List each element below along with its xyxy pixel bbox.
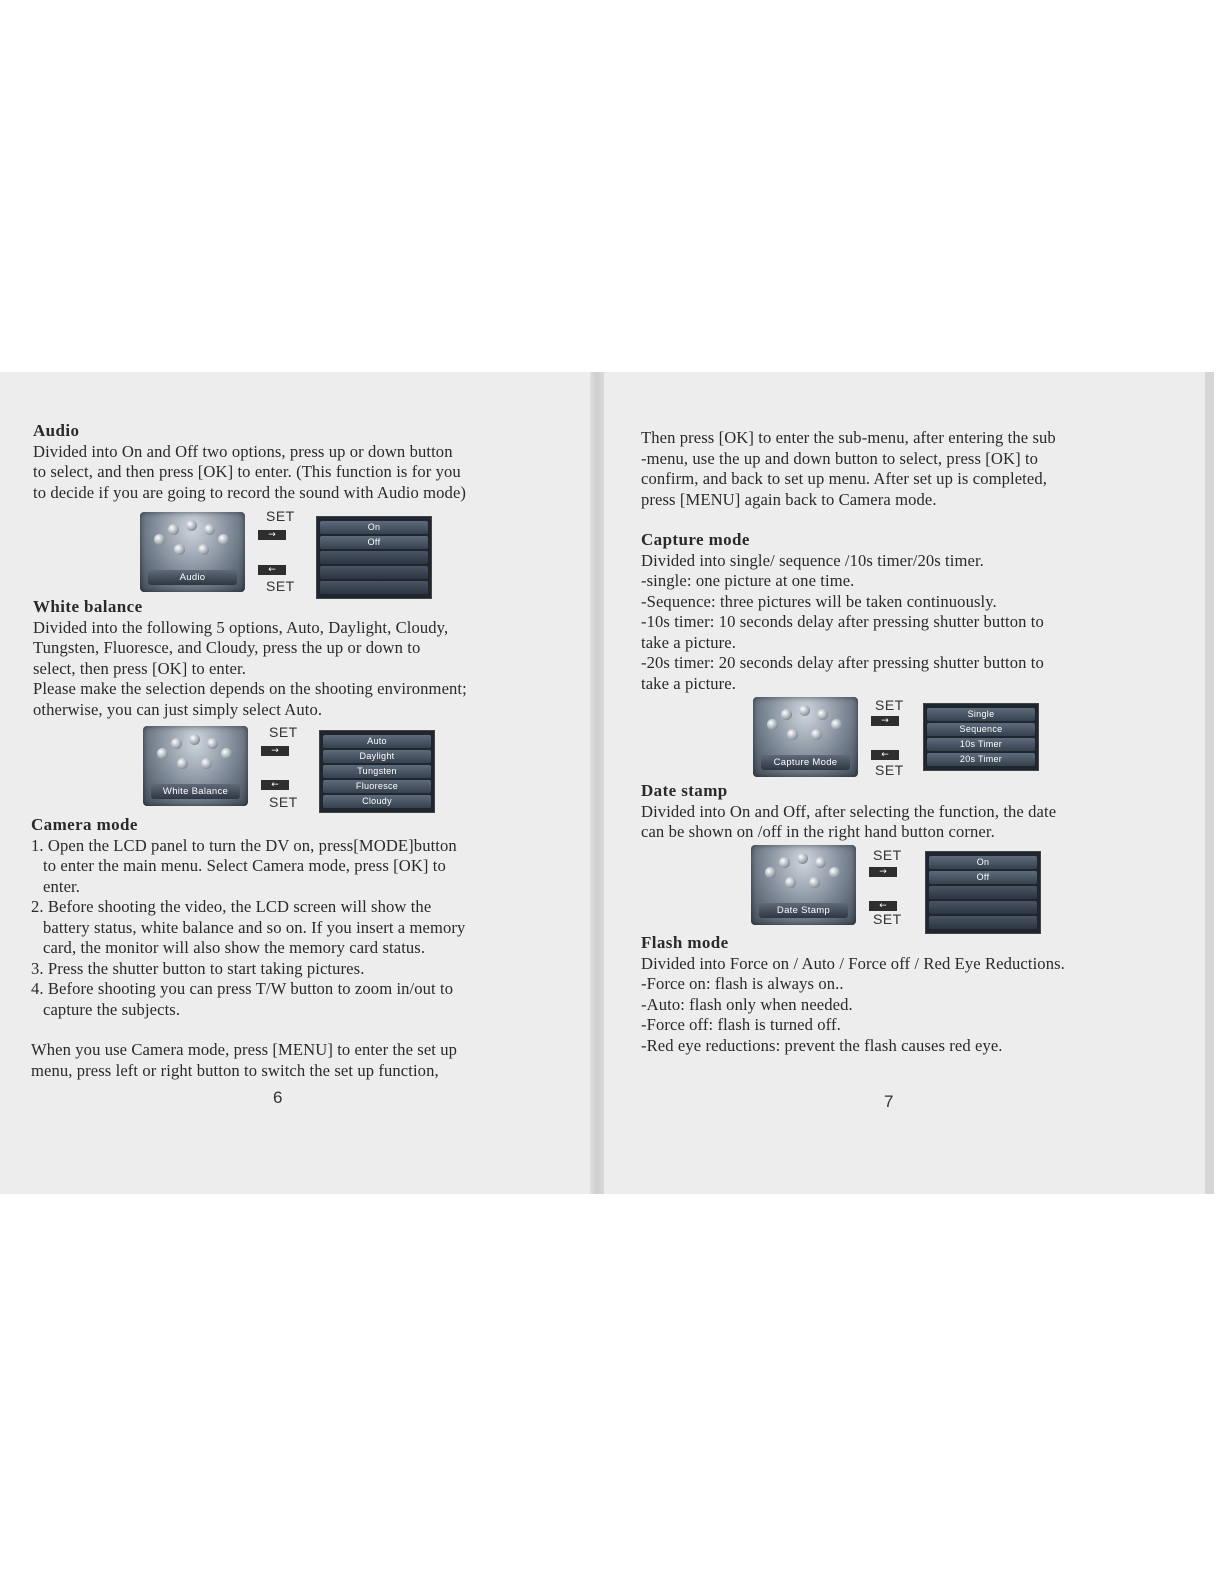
capture-mode-heading: Capture mode (641, 530, 750, 549)
submenu-item: On (929, 856, 1037, 869)
submenu-list (319, 730, 435, 813)
menu-wheel-icon (753, 697, 858, 777)
submenu-item: Single (927, 708, 1035, 721)
flash-text-line: -Auto: flash only when needed. (641, 994, 853, 1014)
intro-text-line: -menu, use the up and down button to select, press [OK] to (641, 448, 1039, 468)
camera-text-line: card, the monitor will also show the memory card status. (43, 938, 426, 957)
wb-text-line: otherwise, you can just simply select Auto. (33, 699, 323, 719)
arrow-right-icon: → (871, 716, 899, 726)
closing-text-line: When you use Camera mode, press [MENU] to enter the set up (31, 1040, 458, 1059)
menu-wheel-icon (140, 512, 245, 592)
flash-mode-section (641, 933, 1171, 1056)
submenu-item: Cloudy (323, 795, 431, 808)
submenu-item: Fluoresce (323, 780, 431, 793)
audio-text-line: to select, and then press [OK] to enter. (This function is for you (33, 462, 461, 481)
capture-text-line: -10s timer: 10 seconds delay after pressing shutter button to (641, 612, 1044, 631)
set-label: SET (266, 508, 295, 524)
intro-text-line: press [MENU] again back to Camera mode. (641, 489, 937, 509)
capture-text-line: take a picture. (641, 632, 737, 652)
camera-mode-section (31, 815, 561, 1081)
page-number: 6 (273, 1088, 283, 1107)
audio-heading: Audio (33, 421, 80, 440)
submenu-item (320, 581, 428, 594)
screen-caption: Capture Mode (761, 755, 850, 770)
set-label: SET (873, 847, 902, 863)
arrow-left-icon: ← (869, 901, 897, 911)
camera-text-line: enter. (43, 876, 80, 896)
arrow-right-icon: → (258, 530, 286, 540)
wb-text-line: Divided into the following 5 options, Auto, Daylight, Cloudy, (33, 617, 449, 637)
submenu-list (316, 516, 432, 599)
set-label: SET (875, 762, 904, 778)
wb-text-line: Tungsten, Fluoresce, and Cloudy, press the up or down to (33, 638, 421, 657)
camera-text-line: 3. Press the shutter button to start taking pictures. (31, 958, 365, 978)
submenu-item (929, 901, 1037, 914)
audio-text-line: to decide if you are going to record the sound with Audio mode) (33, 482, 467, 502)
capture-mode-figure (753, 695, 1053, 783)
menu-wheel-icon (143, 726, 248, 806)
submenu-item: 20s Timer (927, 753, 1035, 766)
capture-text-line: -single: one picture at one time. (641, 571, 855, 590)
set-label: SET (266, 578, 295, 594)
set-label: SET (875, 697, 904, 713)
submenu-item (929, 886, 1037, 899)
camera-mode-heading: Camera mode (31, 815, 138, 834)
date-stamp-section (641, 781, 1161, 843)
capture-text-line: Divided into single/ sequence /10s timer/20s timer. (641, 550, 984, 570)
camera-text-line: 1. Open the LCD panel to turn the DV on, press[MODE]button (31, 835, 457, 855)
submenu-item: On (320, 521, 428, 534)
wb-text-line: select, then press [OK] to enter. (33, 658, 246, 678)
submenu-item: 10s Timer (927, 738, 1035, 751)
book-gutter (590, 372, 604, 1194)
arrow-left-icon: ← (871, 750, 899, 760)
left-page (33, 421, 558, 503)
intro-text-line: Then press [OK] to enter the sub-menu, after entering the sub (641, 428, 1056, 447)
camera-text-line: 2. Before shooting the video, the LCD screen will show the (31, 897, 432, 916)
closing-text-line: menu, press left or right button to switch the set up function, (31, 1060, 439, 1080)
submenu-list (925, 851, 1041, 934)
capture-text-line: -Sequence: three pictures will be taken continuously. (641, 591, 997, 611)
date-stamp-heading: Date stamp (641, 781, 728, 800)
white-balance-heading: White balance (33, 597, 143, 616)
arrow-right-icon: → (869, 867, 897, 877)
white-balance-figure (143, 724, 443, 812)
camera-text-line: battery status, white balance and so on. If you insert a memory (43, 917, 466, 937)
submenu-item: Sequence (927, 723, 1035, 736)
date-text-line: Divided into On and Off, after selecting the function, the date (641, 801, 1057, 821)
submenu-item: Off (929, 871, 1037, 884)
arrow-left-icon: ← (258, 565, 286, 575)
audio-figure (140, 510, 440, 598)
submenu-item: Tungsten (323, 765, 431, 778)
flash-text-line: -Force on: flash is always on.. (641, 974, 844, 993)
submenu-item (929, 916, 1037, 929)
set-label: SET (873, 911, 902, 927)
date-stamp-figure (751, 843, 1051, 931)
screen-caption: Date Stamp (759, 903, 848, 918)
wb-text-line: Please make the selection depends on the shooting environment; (33, 679, 467, 698)
page-edge (1205, 372, 1214, 1194)
flash-text-line: Divided into Force on / Auto / Force off / Red Eye Reductions. (641, 953, 1065, 973)
date-text-line: can be shown on /off in the right hand button corner. (641, 822, 995, 841)
submenu-item (320, 551, 428, 564)
set-label: SET (269, 724, 298, 740)
camera-text-line: to enter the main menu. Select Camera mode, press [OK] to (43, 856, 446, 875)
screen-caption: White Balance (151, 784, 240, 799)
page-number: 7 (884, 1092, 894, 1111)
flash-text-line: -Force off: flash is turned off. (641, 1015, 841, 1034)
submenu-item: Off (320, 536, 428, 549)
arrow-right-icon: → (261, 746, 289, 756)
submenu-list (923, 703, 1039, 771)
flash-mode-heading: Flash mode (641, 933, 729, 952)
capture-text-line: -20s timer: 20 seconds delay after pressing shutter button to (641, 653, 1044, 672)
camera-text-line: capture the subjects. (43, 999, 181, 1019)
screen-caption: Audio (148, 570, 237, 585)
submenu-item: Daylight (323, 750, 431, 763)
submenu-item (320, 566, 428, 579)
submenu-item: Auto (323, 735, 431, 748)
right-page-intro (641, 428, 1161, 694)
set-label: SET (269, 794, 298, 810)
arrow-left-icon: ← (261, 780, 289, 790)
white-balance-section (33, 597, 563, 720)
camera-text-line: 4. Before shooting you can press T/W button to zoom in/out to (31, 979, 454, 998)
capture-text-line: take a picture. (641, 673, 737, 693)
menu-wheel-icon (751, 845, 856, 925)
audio-text-line: Divided into On and Off two options, press up or down button (33, 441, 453, 461)
intro-text-line: confirm, and back to set up menu. After set up is completed, (641, 469, 1047, 488)
flash-text-line: -Red eye reductions: prevent the flash causes red eye. (641, 1035, 1003, 1055)
